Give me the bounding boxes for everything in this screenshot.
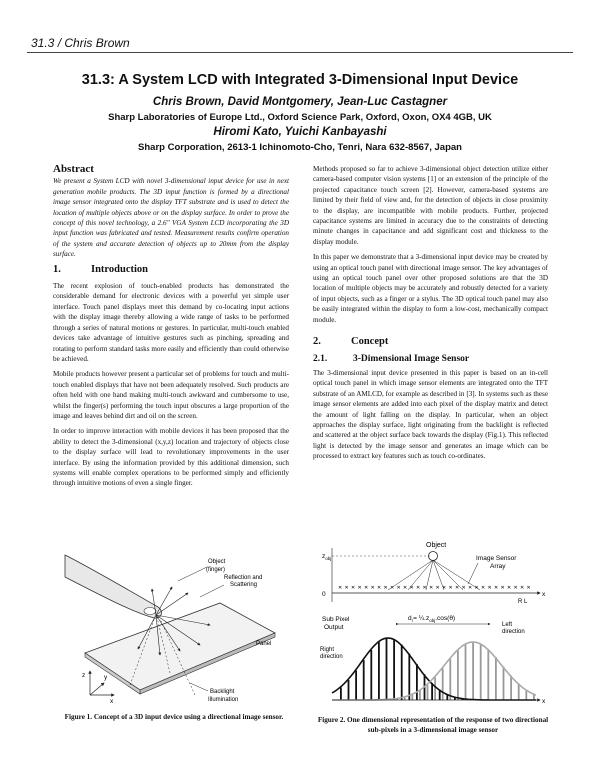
sensor-element-icon: ✕ [500,585,505,591]
figure-2-diagram [318,538,550,710]
sensor-element-icon: ✕ [403,585,408,591]
figure-1-caption: Figure 1. Concept of a 3D input device using a directional image sensor. [64,713,284,721]
figure-2-caption: Figure 2. One dimensional representation of the response of two directional sub-pixels in a 3-dimensional image sensor [317,716,549,734]
sensor-element-icon: ✕ [520,585,525,591]
left-dir-label-2: direction [502,629,525,635]
sensor-element-icon: ✕ [377,585,382,591]
right-subpixel-bar [363,660,365,700]
subsection-number: 2.1. [313,353,328,364]
object-rays [388,560,480,590]
sensor-element-icon: ✕ [364,585,369,591]
right-subpixel-bar [348,680,350,700]
rl-label: R L [518,599,528,605]
backlight-label: Backlight [210,689,235,695]
right-subpixel-bar [370,650,372,700]
left-response-curve [332,642,536,700]
object-label: Object [426,542,447,549]
right-subpixel-bar [416,664,418,700]
left-subpixel-bar [480,644,482,700]
object-leader [178,567,207,581]
abstract-heading: Abstract [53,163,94,175]
left-subpixel-bar [434,677,436,700]
sensor-element-icon: ✕ [416,585,421,591]
abstract-text: We present a System LCD with novel 3-dimensional input device for use in next generation mobile products. The 3D input function is formed by a directional image sensor integrated onto the display TFT substrate and is used to detect the location of multiple objects above or on the display surface. In order to prove the concept of this novel technology, a 2.6" VGA System LCD incorporating the 3D input function was fabricated and tested. Measurement results confirm operation of the system and accurate detection of objects up to 20mm from the display surface. [53,177,289,259]
left-dir-label-1: Left [502,622,513,628]
section-number: 1. [53,263,61,275]
concept-paragraph: The 3-dimensional input device presented in this paper is based on an in-cell optical touch panel in which image sensor elements are integrated onto the TFT substrate of an AMLCD, for example as described in [3]. In systems such as these image sensor elements are added into each pixel of the display matrix and detect the amount of light falling on the display. In particular, when an object approaches the display surface, light originating from the backlight is reflected and scattered at the object surface back towards the display (Fig.1). This reflected light is detected by the image sensor and generates an image which can be processed to extract key features such as touch co-ordinates. [313,368,548,461]
object-sub-label: (finger) [206,567,226,573]
section-1-heading [53,265,289,275]
right-dir-label-1: Right [320,647,335,653]
axis-x-label: x [110,698,114,705]
sensor-element-icon: ✕ [409,585,414,591]
right-subpixel-bar [408,654,410,700]
sensor-element-icon: ✕ [455,585,460,591]
section-2-heading [313,337,548,347]
right-subpixel-bar [378,642,380,700]
section-title: Concept [351,336,389,348]
sensor-element-icon: ✕ [338,585,343,591]
right-subpixel-bar [393,639,395,700]
subsection-title: 3-Dimensional Image Sensor [353,353,470,364]
authors-secondary: Hiromi Kato, Yuichi Kanbayashi [213,126,387,138]
left-subpixel-bar [495,657,497,700]
subsection-2-1-heading [313,354,548,364]
right-dir-label-2: direction [320,654,343,660]
paper-title: 31.3: A System LCD with Integrated 3-Dimensional Input Device [81,72,519,88]
left-subpixel-bar [411,695,413,700]
sensor-element-icon: ✕ [442,585,447,591]
left-subpixel-bar [503,666,505,700]
sensor-element-icon: ✕ [474,585,479,591]
sensor-element-icon: ✕ [383,585,388,591]
sensor-element-icon: ✕ [461,585,466,591]
sensor-element-icon: ✕ [429,585,434,591]
left-subpixel-bar [510,676,512,700]
sensor-element-icon: ✕ [468,585,473,591]
reflection-label: Reflection and [224,575,263,581]
sensor-element-icon: ✕ [357,585,362,591]
demo-paragraph: In this paper we demonstrate that a 3-dimensional input device may be created by using an optical touch panel with directional image sensor. The key advantages of using an optical touch panel over other proposed solutions are that the 3D location of multiple objects may be accurately and robustly detected for a variety of input objects, such as a finger or a stylus. The 3D optical touch panel may also be easily integrated within the display to form a low-cost, mechanically compact module. [313,253,548,324]
sensor-array [338,585,531,591]
reflection-leader [200,585,224,597]
sensor-element-icon: ✕ [396,585,401,591]
sensor-element-icon: ✕ [435,585,440,591]
left-column [53,164,289,494]
sensor-element-icon: ✕ [494,585,499,591]
right-subpixel-bar [401,645,403,700]
sensor-element-icon: ✕ [526,585,531,591]
sensor-element-icon: ✕ [422,585,427,591]
affiliation-primary: Sharp Laboratories of Europe Ltd., Oxford Science Park, Oxford, Oxon, OX4 4GB, UK [108,112,492,123]
zobj-label: $z_{obj}$ [322,553,332,561]
right-subpixel-bar [355,671,357,700]
sensor-label-1: Image Sensor [476,555,517,562]
illumination-label: Illumination [208,697,239,703]
axis-z-label: z [82,672,86,679]
sensor-element-icon: ✕ [351,585,356,591]
sensor-element-icon: ✕ [481,585,486,591]
intro-paragraph-3: In order to improve interaction with mobile devices it has been proposed that the ability to detect the 3-dimensional (x,y,z) location and trajectory of objects close to the display surface will lead to revolutionary improvements in the user interface. By using the information provided by this additional dimension, such systems will enable complex operations to be performed simply and efficiently through intuitive motions of even a single finger. [53,427,289,488]
left-subpixel-bar [427,685,429,700]
left-subpixel-bar [472,642,474,700]
x-label-top: x [542,591,546,598]
left-subpixel-bar [449,659,451,700]
sensor-element-icon: ✕ [507,585,512,591]
sensor-leader [468,563,478,584]
right-subpixel-bar [386,638,388,700]
left-subpixel-bar [487,649,489,700]
axis-y-label: y [104,674,108,681]
sensor-element-icon: ✕ [513,585,518,591]
subpixel-label-2: Output [324,624,344,631]
x-label-bottom: x [542,698,546,705]
sensor-element-icon: ✕ [390,585,395,591]
section-title: Introduction [91,263,148,275]
fingernail-shape [144,608,156,615]
sensor-label-2: Array [490,563,506,570]
panel-label: Panel [256,641,272,647]
subpixel-label-1: Sub Pixel [322,616,350,623]
running-head: 31.3 / Chris Brown [31,36,130,50]
section-number: 2. [313,336,321,348]
affiliation-secondary: Sharp Corporation, 2613-1 Ichinomoto-Cho, Tenri, Nara 632-8567, Japan [138,142,462,153]
left-subpixel-bar [465,645,467,700]
left-subpixel-bar [442,668,444,700]
zero-label: 0 [322,591,326,598]
figure-1-diagram [60,545,285,710]
right-column [313,164,548,467]
axes-icon [90,671,114,695]
scattering-label: Scattering [230,582,258,588]
dr-formula: $d_r=$ $\frac{1}{4}.z_{obj}.\cos(\theta)$ [408,615,456,623]
object-label: Object [208,559,226,565]
sensor-element-icon: ✕ [487,585,492,591]
left-subpixel-bar [518,683,520,700]
methods-paragraph: Methods proposed so far to achieve 3-dimensional object detection utilize either camera-based computer vision systems [1] or an extension of the principle of the projected capacitance touch screen [2]. However, camera-based systems are limited by their field of view and, for the detection of objects in close proximity to the display, are incompatible with mobile products. Further, projected capacitance systems are limited in accuracy due to the constraints of detecting minute changes in capacitance and add significant cost and thickness to the display module. [313,165,548,246]
sensor-element-icon: ✕ [344,585,349,591]
authors-primary: Chris Brown, David Montgomery, Jean-Luc Castagner [152,96,448,108]
sensor-element-icon: ✕ [370,585,375,591]
sensor-element-icon: ✕ [448,585,453,591]
intro-paragraph-1: The recent explosion of touch-enabled products has demonstrated the considerable demand for electronic devices with a powerful yet simple user interface. Touch panel displays meet this demand by co-locating input actions with the display image thereby allowing a wide range of tasks to be performed through a series of natural motions or gestures. In particular, multi-touch enabled devices take advantage of intuitive gestures such as pinching, spreading and rotating to perform standard tasks more easily and efficiently than could otherwise be achieved. [53,282,289,363]
left-subpixel-bar [457,651,459,700]
intro-paragraph-2: Mobile products however present a particular set of problems for touch and multi-touch enabled displays that have not been adequately resolved. Such products are often held with one hand making multi-touch awkward and cumbersome to use, whilst the finger(s) performing the touch input obscures a large proportion of the image and leaves behind dirt and oil on the screen. [53,370,289,420]
left-subpixel-bar [419,691,421,700]
header-rule [27,52,573,53]
right-subpixel-bar [340,687,342,700]
